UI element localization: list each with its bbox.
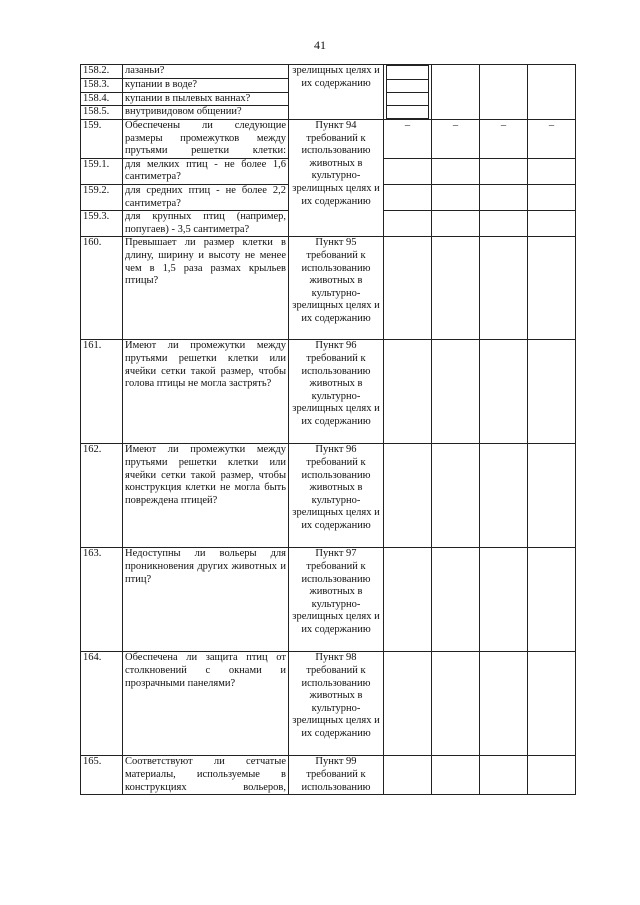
item-number: 159.1. (81, 158, 123, 184)
answer-cell[interactable] (384, 237, 432, 340)
item-number: 164. (81, 652, 123, 756)
answer-cell[interactable] (528, 237, 576, 340)
answer-cell[interactable] (480, 756, 528, 795)
answer-cell[interactable] (528, 158, 576, 184)
question-text: для средних птиц - не более 2,2 сантиметра? (123, 184, 289, 210)
requirement-reference: Пункт 96 требований к использованию животных в культурно-зрелищных целях и их содержанию (289, 340, 384, 444)
item-number: 165. (81, 756, 123, 795)
answer-cell[interactable] (528, 756, 576, 795)
requirement-reference: Пункт 95 требований к использованию животных в культурно-зрелищных целях и их содержанию (289, 237, 384, 340)
answer-cell[interactable]: – (384, 120, 432, 159)
answer-cell[interactable] (384, 158, 432, 184)
answer-cell[interactable] (384, 184, 432, 210)
table-row (81, 120, 576, 159)
answer-cell[interactable] (384, 65, 432, 120)
question-text: Имеют ли промежутки между прутьями решетки клетки или ячейки сетки такой размер, чтобы конструкция клетки не могла быть повреждена птицей? (123, 444, 289, 548)
table-row (81, 756, 576, 795)
answer-cell[interactable] (480, 211, 528, 237)
answer-cell[interactable] (480, 548, 528, 652)
table-row (81, 652, 576, 756)
answer-cell[interactable] (480, 158, 528, 184)
answer-cell[interactable] (528, 444, 576, 548)
answer-cell[interactable] (480, 237, 528, 340)
answer-cell[interactable] (528, 65, 576, 120)
answer-cell[interactable] (432, 652, 480, 756)
item-number: 162. (81, 444, 123, 548)
question-text: внутривидовом общении? (123, 106, 289, 120)
table-row (81, 65, 576, 79)
question-text: для крупных птиц (например, попугаев) - 3,5 сантиметра? (123, 211, 289, 237)
requirement-reference: зрелищных целях и их содержанию (289, 65, 384, 120)
answer-cell[interactable] (432, 756, 480, 795)
question-text: Имеют ли промежутки между прутьями решетки клетки или ячейки сетки такой размер, чтобы голова птицы не могла застрять? (123, 340, 289, 444)
answer-cell[interactable] (528, 548, 576, 652)
table-row (81, 237, 576, 340)
item-number: 159.3. (81, 211, 123, 237)
answer-cell[interactable] (432, 237, 480, 340)
answer-cell[interactable] (480, 340, 528, 444)
answer-cell[interactable] (384, 756, 432, 795)
answer-cell[interactable] (528, 184, 576, 210)
answer-cell[interactable] (432, 444, 480, 548)
answer-cell[interactable] (528, 652, 576, 756)
answer-cell[interactable] (480, 444, 528, 548)
item-number: 159. (81, 120, 123, 159)
requirement-reference: Пункт 98 требований к использованию животных в культурно-зрелищных целях и их содержанию (289, 652, 384, 756)
question-text: Обеспечены ли следующие размеры промежутков между прутьями решетки клетки: (123, 120, 289, 159)
answer-cell[interactable] (480, 65, 528, 120)
question-text: купании в пылевых ваннах? (123, 92, 289, 106)
answer-cell[interactable]: – (528, 120, 576, 159)
answer-cell[interactable] (432, 184, 480, 210)
item-number: 158.4. (81, 92, 123, 106)
requirement-reference: Пункт 97 требований к использованию животных в культурно-зрелищных целях и их содержанию (289, 548, 384, 652)
answer-cell[interactable] (384, 652, 432, 756)
item-number: 160. (81, 237, 123, 340)
answer-cell[interactable] (432, 158, 480, 184)
question-text: Недоступны ли вольеры для проникновения других животных и птиц? (123, 548, 289, 652)
requirement-reference: Пункт 99 требований к использованию (289, 756, 384, 795)
answer-cell[interactable] (384, 444, 432, 548)
answer-cell[interactable] (384, 211, 432, 237)
table-row (81, 444, 576, 548)
question-text: для мелких птиц - не более 1,6 сантиметра? (123, 158, 289, 184)
requirement-reference: Пункт 94 требований к использованию животных в культурно-зрелищных целях и их содержанию (289, 120, 384, 237)
answer-cell[interactable] (528, 211, 576, 237)
answer-cell[interactable] (432, 340, 480, 444)
question-text: купании в воде? (123, 78, 289, 92)
answer-cell[interactable] (384, 340, 432, 444)
item-number: 161. (81, 340, 123, 444)
item-number: 158.2. (81, 65, 123, 79)
table-row (81, 548, 576, 652)
answer-cell[interactable] (528, 340, 576, 444)
answer-cell[interactable] (432, 548, 480, 652)
table-row (81, 340, 576, 444)
answer-cell[interactable]: – (432, 120, 480, 159)
checklist-table (80, 64, 576, 795)
answer-cell[interactable]: – (480, 120, 528, 159)
question-text: Превышает ли размер клетки в длину, ширину и высоту не менее чем в 1,5 раза размах крыльев птицы? (123, 237, 289, 340)
question-text: Обеспечена ли защита птиц от столкновений с окнами и прозрачными панелями? (123, 652, 289, 756)
page-number: 41 (314, 38, 326, 52)
item-number: 158.3. (81, 78, 123, 92)
item-number: 163. (81, 548, 123, 652)
answer-cell[interactable] (432, 65, 480, 120)
answer-cell[interactable] (480, 184, 528, 210)
question-text: Соответствуют ли сетчатые материалы, используемые в конструкциях вольеров, (123, 756, 289, 795)
answer-cell[interactable] (384, 548, 432, 652)
item-number: 158.5. (81, 106, 123, 120)
question-text: лазаньи? (123, 65, 289, 79)
answer-cell[interactable] (480, 652, 528, 756)
answer-cell[interactable] (432, 211, 480, 237)
requirement-reference: Пункт 96 требований к использованию животных в культурно-зрелищных целях и их содержанию (289, 444, 384, 548)
item-number: 159.2. (81, 184, 123, 210)
